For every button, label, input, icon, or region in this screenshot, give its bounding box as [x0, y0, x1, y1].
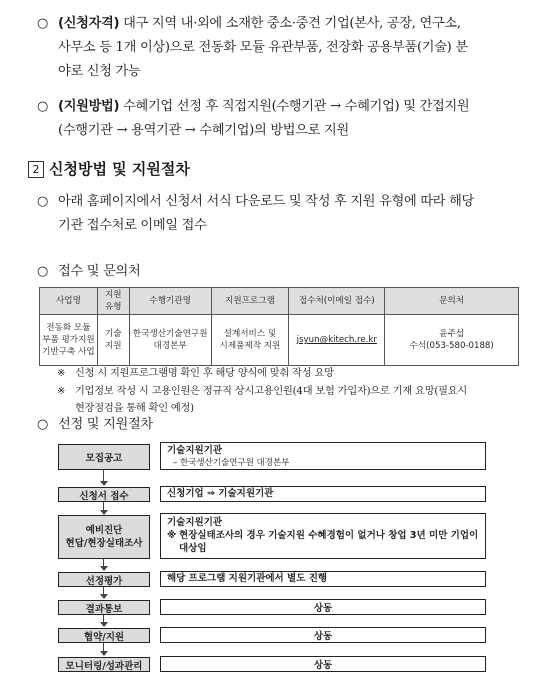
flow-detail-agreement — [160, 627, 486, 643]
bullet-icon: ○ — [37, 99, 49, 114]
note-2 — [75, 383, 525, 417]
flow-detail-text: 신청기업 ⇒ 기술지원기관 — [167, 488, 274, 499]
flow-step-monitoring — [58, 657, 150, 672]
contact-heading: 접수 및 문의처 — [58, 264, 141, 279]
flow-step-diagnosis — [58, 515, 150, 559]
header-email: 접수처(이메일 접수) — [289, 288, 385, 315]
flow-step-label: 모니터링/성과관리 — [65, 660, 143, 672]
note-mark: ※ — [57, 368, 66, 379]
flow-step-agreement — [58, 628, 150, 643]
flow-detail-monitoring — [160, 656, 486, 672]
flow-step-evaluation — [58, 572, 150, 587]
arrow-down-icon — [100, 622, 108, 627]
cell-support-type: 기술 지원 — [97, 315, 129, 366]
bullet-icon: ○ — [37, 194, 49, 209]
header-agency: 수행기관명 — [129, 288, 211, 315]
header-program: 지원프로그램 — [211, 288, 289, 315]
support-method-line1: 수혜기업 선정 후 직접지원(수행기관 → 수혜기업) 및 간접지원 — [119, 99, 470, 114]
flow-detail-text: 해당 프로그램 지원기관에서 별도 진행 — [167, 573, 328, 584]
flow-detail-note-line2: 대상임 — [179, 543, 207, 554]
flow-detail-evaluation — [160, 571, 486, 587]
application-line2: 기관 접수처로 이메일 접수 — [58, 218, 207, 233]
header-business-name: 사업명 — [40, 288, 98, 315]
flow-detail-title: 기술지원기관 — [167, 517, 223, 528]
flow-step-label: 결과통보 — [85, 603, 123, 615]
cell-agency: 한국생산기술연구원 대경본부 — [129, 315, 211, 366]
section-title: 신청방법 및 지원절차 — [49, 160, 190, 178]
arrow-down-icon — [100, 481, 108, 486]
arrow-down-icon — [100, 651, 108, 656]
support-method-line2: (수행기관 → 용역기관 → 수혜기업)의 방법으로 지원 — [58, 123, 349, 138]
bullet-icon: ○ — [37, 417, 49, 432]
arrow-down-icon — [100, 566, 108, 571]
bullet-icon: ○ — [37, 264, 49, 279]
application-line1: 아래 홈페이지에서 신청서 서식 다운로드 및 작성 후 지원 유형에 따라 해당 — [58, 194, 474, 209]
contact-table — [39, 287, 519, 366]
flow-step-application — [58, 487, 150, 502]
eligibility-line3: 야로 신청 가능 — [58, 64, 141, 79]
flow-detail-application — [160, 486, 486, 502]
eligibility-label: (신청자격) — [58, 16, 120, 31]
cell-contact: 윤주섭 수석(053-580-0188) — [385, 315, 519, 366]
table-row — [40, 315, 519, 366]
flow-detail-text: 상동 — [313, 631, 333, 642]
flow-detail-sub: – 한국생산기술연구원 대경본부 — [173, 458, 290, 468]
eligibility-line2: 사무소 등 1개 이상)으로 전동화 모듈 유관부품, 전장화 공용부품(기술) 분 — [58, 40, 468, 55]
eligibility-paragraph — [58, 12, 528, 84]
flow-detail-title: 기술지원기관 — [167, 445, 223, 456]
cell-email-link[interactable]: jsyun@kitech.re.kr — [289, 315, 385, 366]
eligibility-line1: 대구 지역 내·외에 소재한 중소·중견 기업(본사, 공장, 연구소, — [119, 16, 461, 31]
note-1: 신청 시 지원프로그램명 확인 후 해당 양식에 맞춰 작성 요망 — [75, 368, 334, 379]
note-mark: ※ — [167, 530, 177, 541]
note-2-line2: 현장점검을 통해 확인 예정) — [75, 403, 194, 414]
flow-step-label-line1: 예비진단 — [85, 525, 123, 536]
bullet-icon: ○ — [37, 16, 49, 31]
flow-detail-text: 상동 — [313, 603, 333, 614]
section-number-box: 2 — [28, 161, 44, 178]
flow-step-notification — [58, 600, 150, 615]
application-paragraph — [58, 190, 528, 238]
note-2-line1: 기업정보 작성 시 고용인원은 정규직 상시고용인원(4대 보험 가입자)으로 기재 요망(필요시 — [75, 386, 468, 397]
support-method-paragraph — [58, 95, 528, 143]
flow-detail-recruitment — [160, 442, 486, 470]
flow-step-label: 모집공고 — [85, 453, 123, 464]
flow-detail-note — [167, 529, 479, 542]
flow-detail-notification — [160, 599, 486, 615]
note-mark: ※ — [57, 386, 66, 397]
flow-step-label: 협약/지원 — [83, 631, 125, 643]
table-header-row — [40, 288, 519, 315]
cell-business-name: 전동화 모듈 부품 평가지원 기반구축 사업 — [40, 315, 98, 366]
flow-detail-diagnosis — [160, 513, 486, 559]
flow-step-label: 선정평가 — [85, 575, 123, 587]
flow-step-label: 신청서 접수 — [79, 490, 129, 502]
header-contact: 문의처 — [385, 288, 519, 315]
header-support-type: 지원 유형 — [97, 288, 129, 315]
cell-program: 설계서비스 및 시제품제작 지원 — [211, 315, 289, 366]
support-method-label: (지원방법) — [58, 99, 120, 114]
flow-detail-text: 상동 — [313, 660, 333, 671]
flow-step-label-line2: 현답/현장실태조사 — [65, 538, 143, 549]
flow-detail-note-line1: 현장실태조사의 경우 기술지원 수혜경험이 없거나 창업 3년 미만 기업이 — [179, 530, 479, 541]
flow-step-recruitment — [58, 444, 150, 470]
arrow-down-icon — [100, 594, 108, 599]
procedure-heading: 선정 및 지원절차 — [58, 417, 153, 432]
